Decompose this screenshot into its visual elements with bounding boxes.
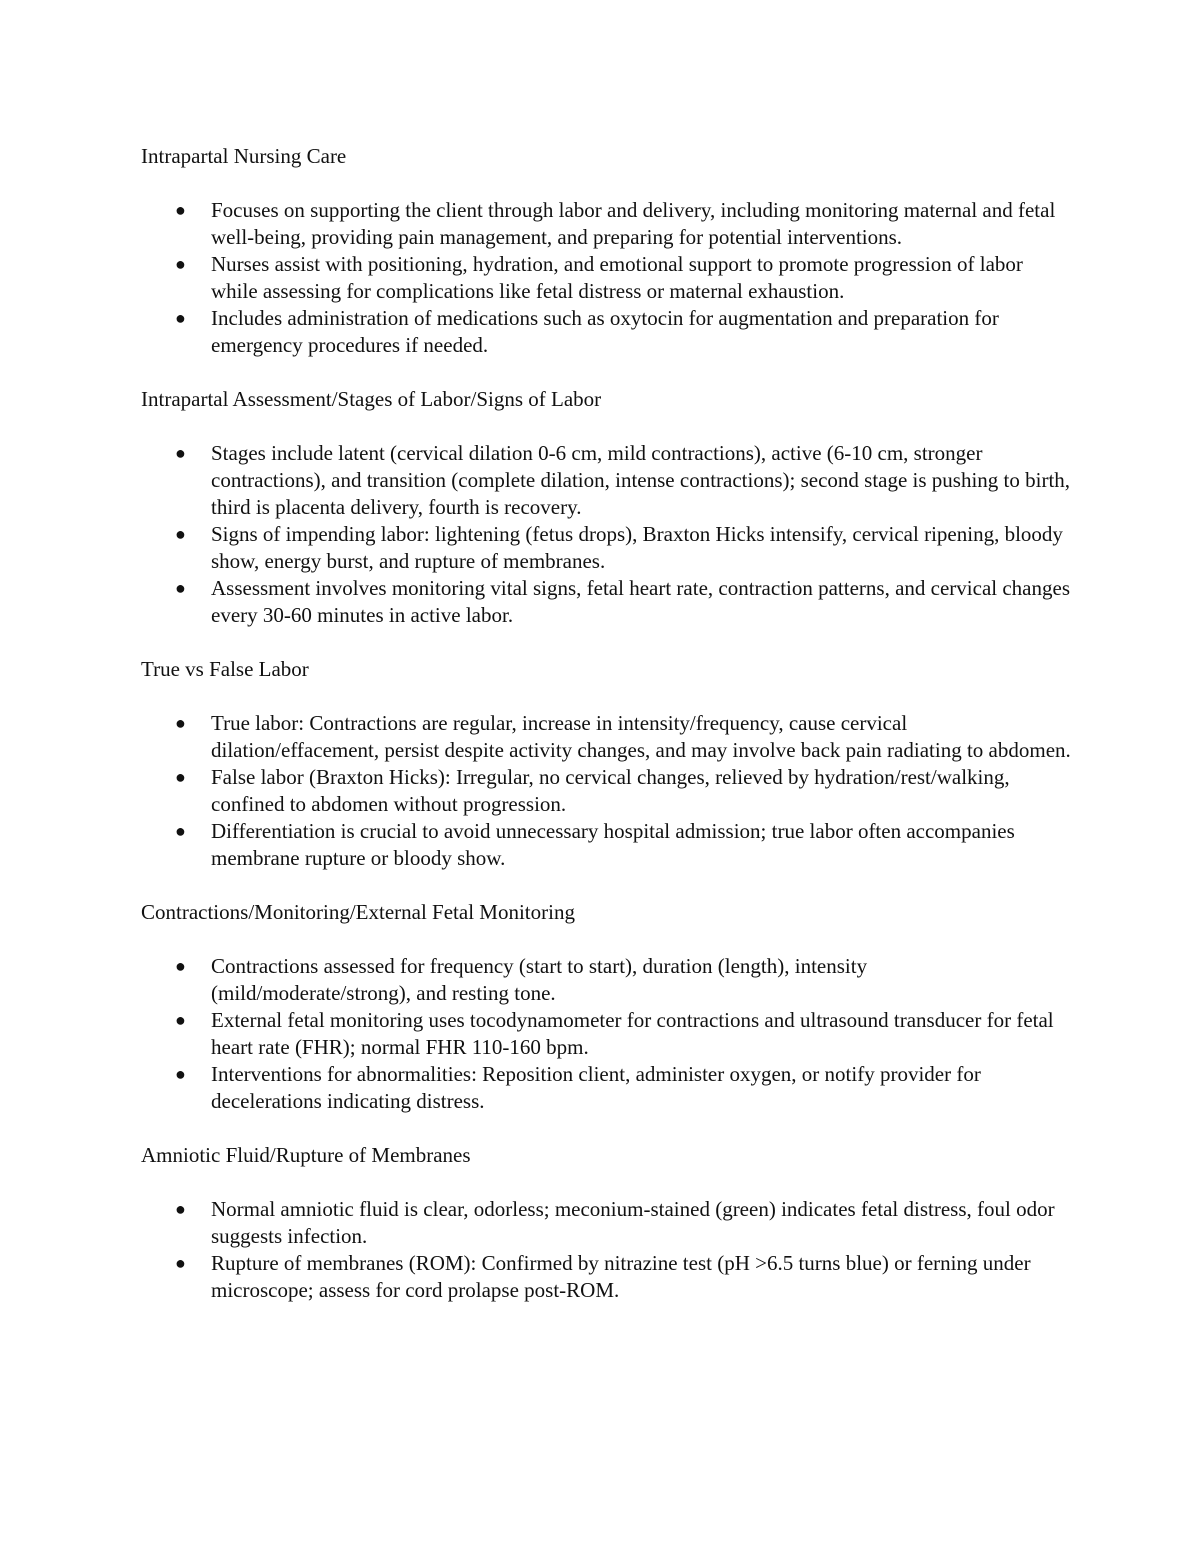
bullet-list bbox=[141, 197, 1071, 359]
list-item-text: Rupture of membranes (ROM): Confirmed by nitrazine test (pH >6.5 turns blue) or ferning under microscope; assess for cord prolapse post-ROM. bbox=[211, 1251, 1031, 1302]
section-amniotic-fluid bbox=[141, 1142, 1071, 1304]
list-item bbox=[141, 953, 1071, 1007]
bullet-list bbox=[141, 710, 1071, 872]
bullet-icon: ● bbox=[175, 443, 186, 463]
list-item bbox=[141, 575, 1071, 629]
list-item bbox=[141, 1007, 1071, 1061]
bullet-icon: ● bbox=[175, 821, 186, 841]
list-item bbox=[141, 1250, 1071, 1304]
bullet-icon: ● bbox=[175, 308, 186, 328]
bullet-icon: ● bbox=[175, 1253, 186, 1273]
list-item-text: Contractions assessed for frequency (start to start), duration (length), intensity (mild/moderate/strong), and resting tone. bbox=[211, 954, 868, 1005]
document-page bbox=[141, 143, 1071, 1331]
list-item bbox=[141, 305, 1071, 359]
bullet-icon: ● bbox=[175, 956, 186, 976]
list-item bbox=[141, 521, 1071, 575]
bullet-icon: ● bbox=[175, 1064, 186, 1084]
section-heading: Intrapartal Nursing Care bbox=[141, 144, 347, 168]
list-item-text: Signs of impending labor: lightening (fetus drops), Braxton Hicks intensify, cervical ripening, bloody show, energy burst, and rupture of membranes. bbox=[211, 522, 1063, 573]
list-item bbox=[141, 818, 1071, 872]
list-item bbox=[141, 440, 1071, 521]
list-item-text: Stages include latent (cervical dilation 0-6 cm, mild contractions), active (6-10 cm, stronger contractions), and transition (complete dilation, intense contractions); second stage is pushing to birth, third is placenta delivery, fourth is recovery. bbox=[211, 441, 1071, 519]
list-item-text: Assessment involves monitoring vital signs, fetal heart rate, contraction patterns, and cervical changes every 30-60 minutes in active labor. bbox=[211, 576, 1070, 627]
section-true-vs-false-labor bbox=[141, 656, 1071, 872]
list-item bbox=[141, 197, 1071, 251]
section-intrapartal-nursing-care bbox=[141, 143, 1071, 359]
list-item-text: Focuses on supporting the client through labor and delivery, including monitoring maternal and fetal well-being, providing pain management, and preparing for potential interventions. bbox=[211, 198, 1056, 249]
bullet-icon: ● bbox=[175, 524, 186, 544]
list-item-text: Includes administration of medications such as oxytocin for augmentation and preparation for emergency procedures if needed. bbox=[211, 306, 999, 357]
list-item bbox=[141, 1196, 1071, 1250]
section-heading: True vs False Labor bbox=[141, 657, 309, 681]
bullet-icon: ● bbox=[175, 767, 186, 787]
section-heading: Amniotic Fluid/Rupture of Membranes bbox=[141, 1143, 471, 1167]
list-item-text: Interventions for abnormalities: Reposition client, administer oxygen, or notify provider for decelerations indicating distress. bbox=[211, 1062, 981, 1113]
list-item bbox=[141, 251, 1071, 305]
bullet-icon: ● bbox=[175, 1010, 186, 1030]
bullet-icon: ● bbox=[175, 578, 186, 598]
list-item-text: False labor (Braxton Hicks): Irregular, no cervical changes, relieved by hydration/rest/walking, confined to abdomen without progression. bbox=[211, 765, 1010, 816]
section-heading: Contractions/Monitoring/External Fetal Monitoring bbox=[141, 900, 575, 924]
list-item bbox=[141, 764, 1071, 818]
list-item bbox=[141, 710, 1071, 764]
bullet-icon: ● bbox=[175, 713, 186, 733]
list-item-text: Normal amniotic fluid is clear, odorless; meconium-stained (green) indicates fetal distress, foul odor suggests infection. bbox=[211, 1197, 1055, 1248]
bullet-icon: ● bbox=[175, 254, 186, 274]
list-item-text: Differentiation is crucial to avoid unnecessary hospital admission; true labor often accompanies membrane rupture or bloody show. bbox=[211, 819, 1015, 870]
section-intrapartal-assessment bbox=[141, 386, 1071, 629]
bullet-list bbox=[141, 953, 1071, 1115]
bullet-icon: ● bbox=[175, 200, 186, 220]
list-item-text: External fetal monitoring uses tocodynamometer for contractions and ultrasound transducer for fetal heart rate (FHR); normal FHR 110-160 bpm. bbox=[211, 1008, 1054, 1059]
list-item bbox=[141, 1061, 1071, 1115]
section-contractions-monitoring bbox=[141, 899, 1071, 1115]
bullet-list bbox=[141, 440, 1071, 629]
bullet-list bbox=[141, 1196, 1071, 1304]
list-item-text: True labor: Contractions are regular, increase in intensity/frequency, cause cervical dilation/effacement, persist despite activity changes, and may involve back pain radiating to abdomen. bbox=[211, 711, 1071, 762]
list-item-text: Nurses assist with positioning, hydration, and emotional support to promote progression of labor while assessing for complications like fetal distress or maternal exhaustion. bbox=[211, 252, 1023, 303]
section-heading: Intrapartal Assessment/Stages of Labor/Signs of Labor bbox=[141, 387, 602, 411]
bullet-icon: ● bbox=[175, 1199, 186, 1219]
